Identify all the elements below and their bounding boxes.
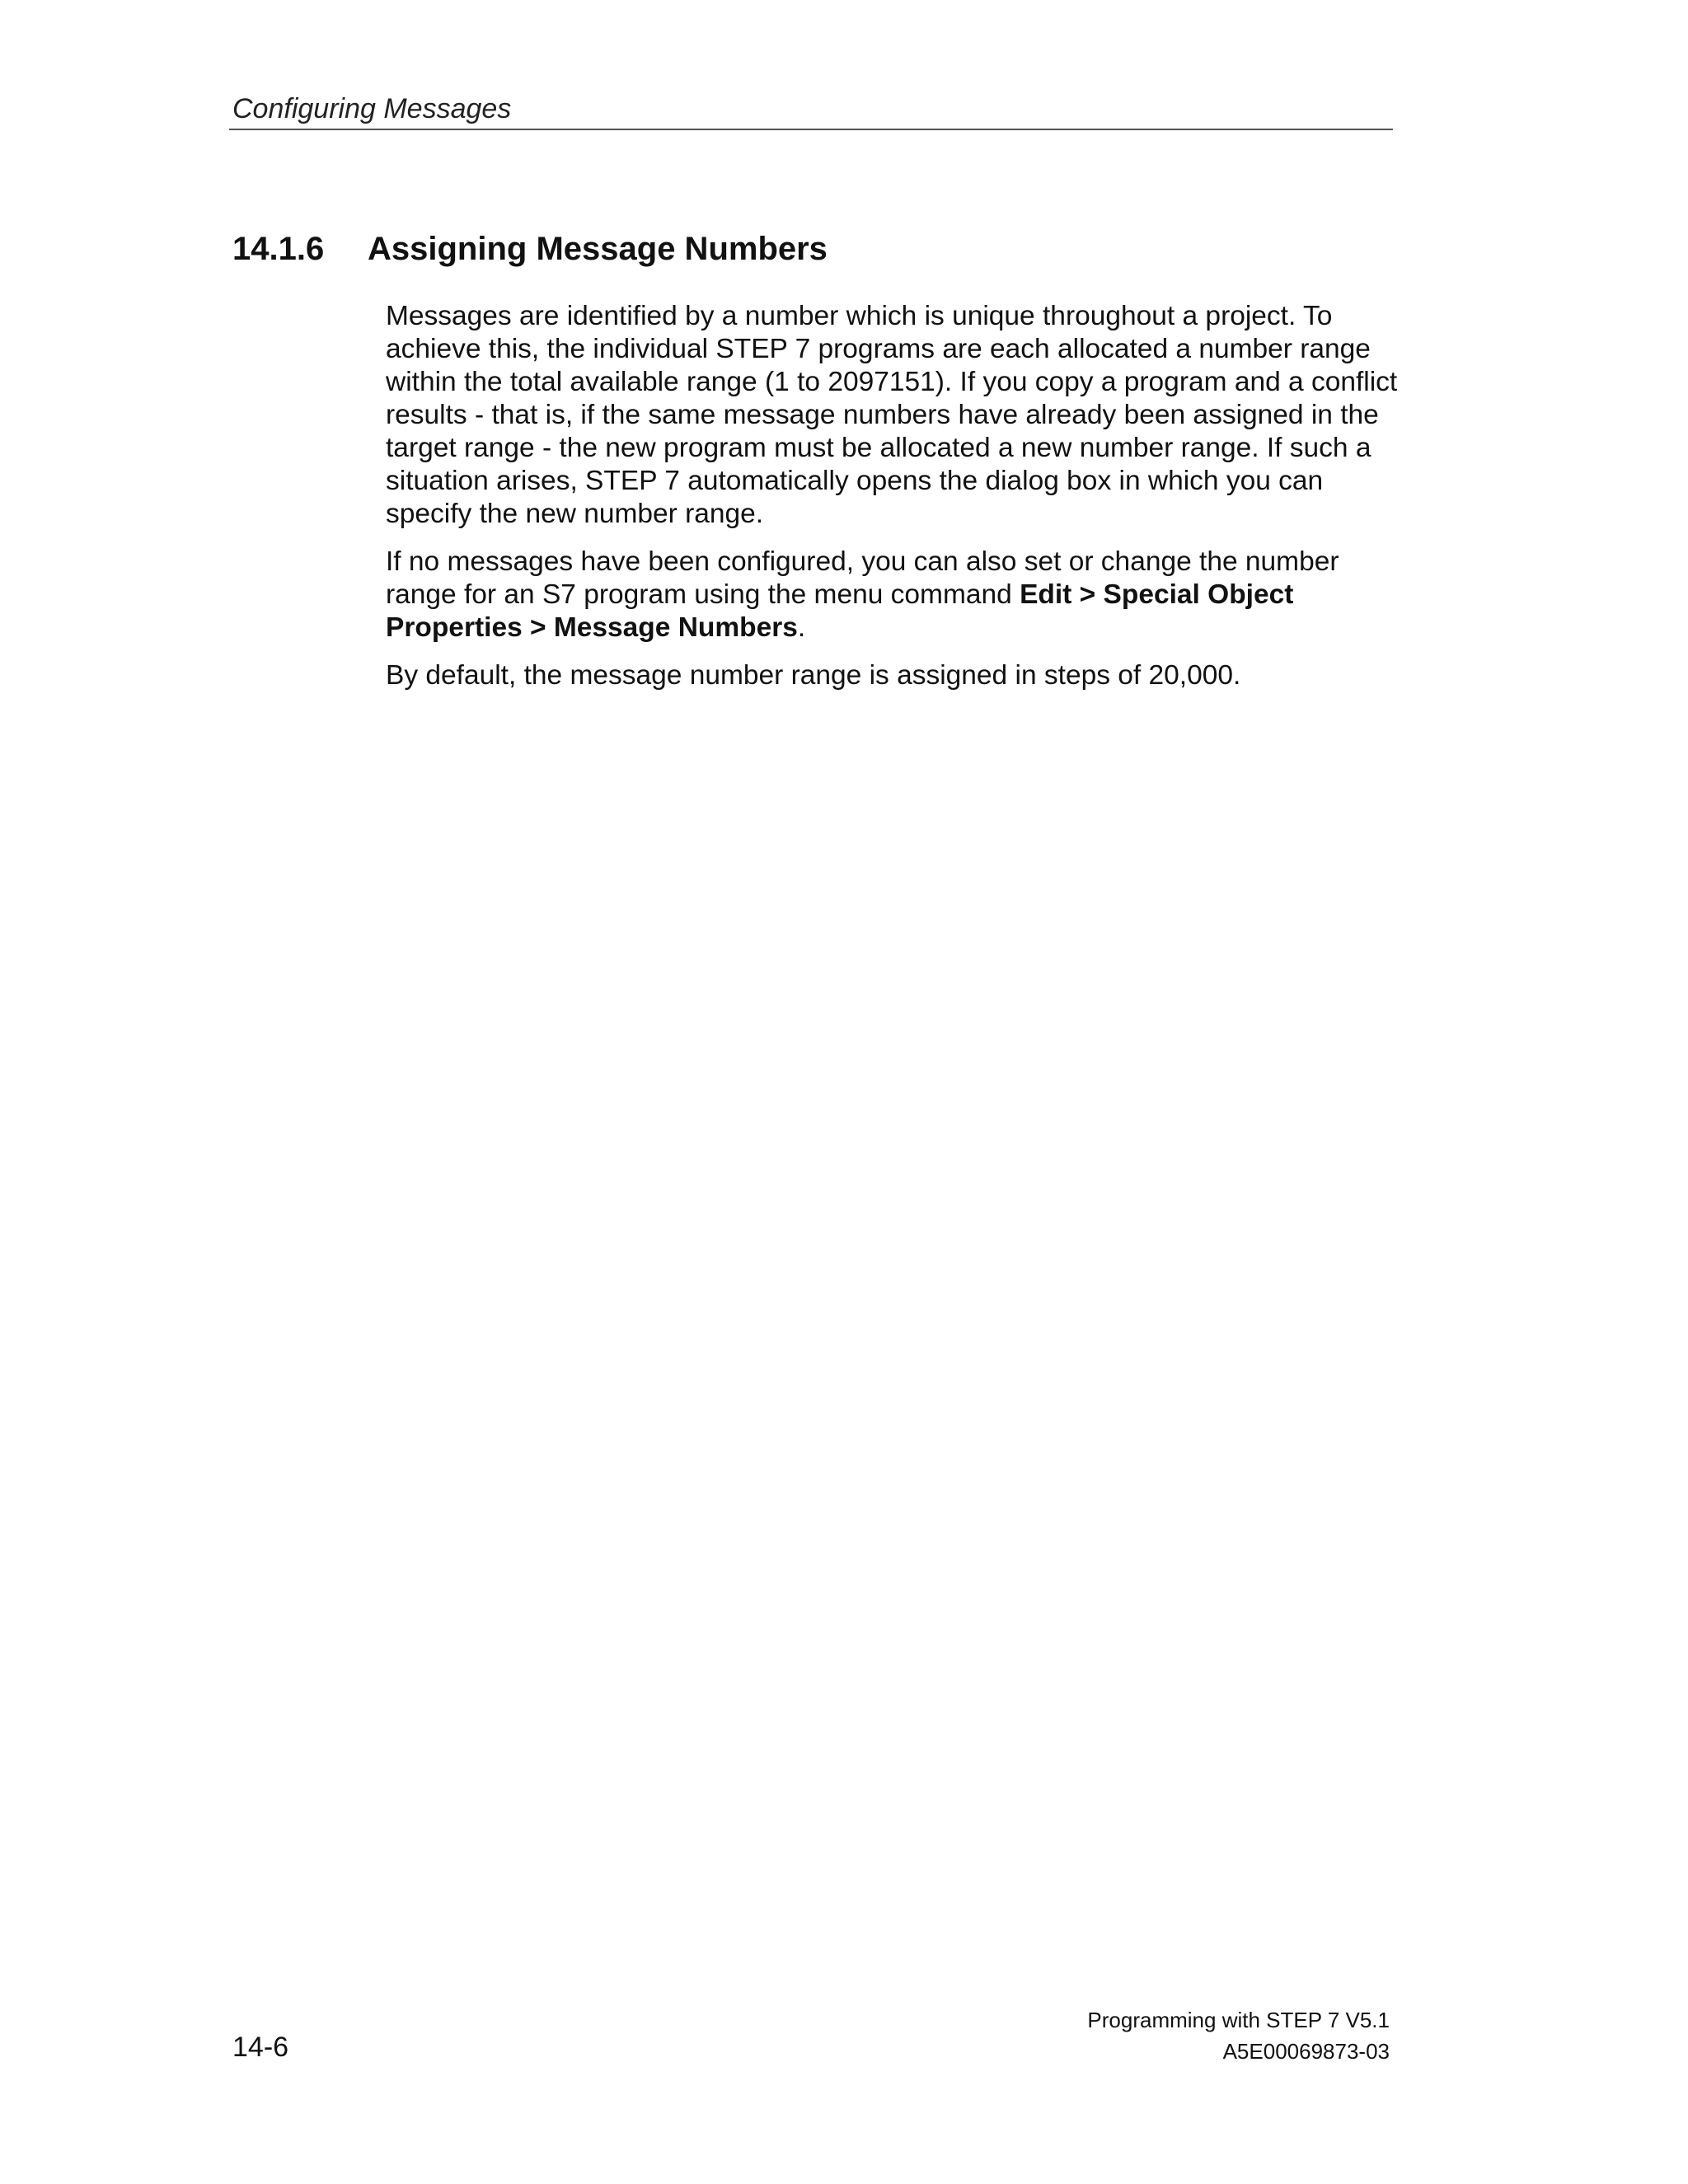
manual-title: Programming with STEP 7 V5.1 [1087,2008,1390,2032]
paragraph-2-end: . [797,612,806,643]
section-title: Assigning Message Numbers [368,231,828,267]
paragraph-1: Messages are identified by a number which is unique throughout a project. To achieve this, the individual STEP 7 programs are each allocated a number range within the total available range (1 to 2097151). If you copy a program and a conflict results - that is, if the same message numbers have already been assigned in the target range - the new program must be allocated a new number range. If such a situation arises, STEP 7 automatically opens the dialog box in which you can specify the new number range. [386,301,1398,529]
section-body [386,300,1400,707]
page-number: 14-6 [232,2032,289,2063]
footer-info [1087,2004,1390,2067]
section-heading [232,229,828,269]
header-divider [229,129,1393,130]
paragraph-3: By default, the message number range is assigned in steps of 20,000. [386,660,1241,691]
paragraph-2-text: If no messages have been configured, you can also set or change the number range for an S7 program using the menu command [386,546,1339,610]
document-id: A5E00069873-03 [1222,2039,1390,2064]
section-number: 14.1.6 [232,231,325,267]
running-header: Configuring Messages [232,93,512,124]
menu-command: Edit > Special Object Properties > Message Numbers [386,579,1294,643]
paragraph-2 [386,546,1400,644]
